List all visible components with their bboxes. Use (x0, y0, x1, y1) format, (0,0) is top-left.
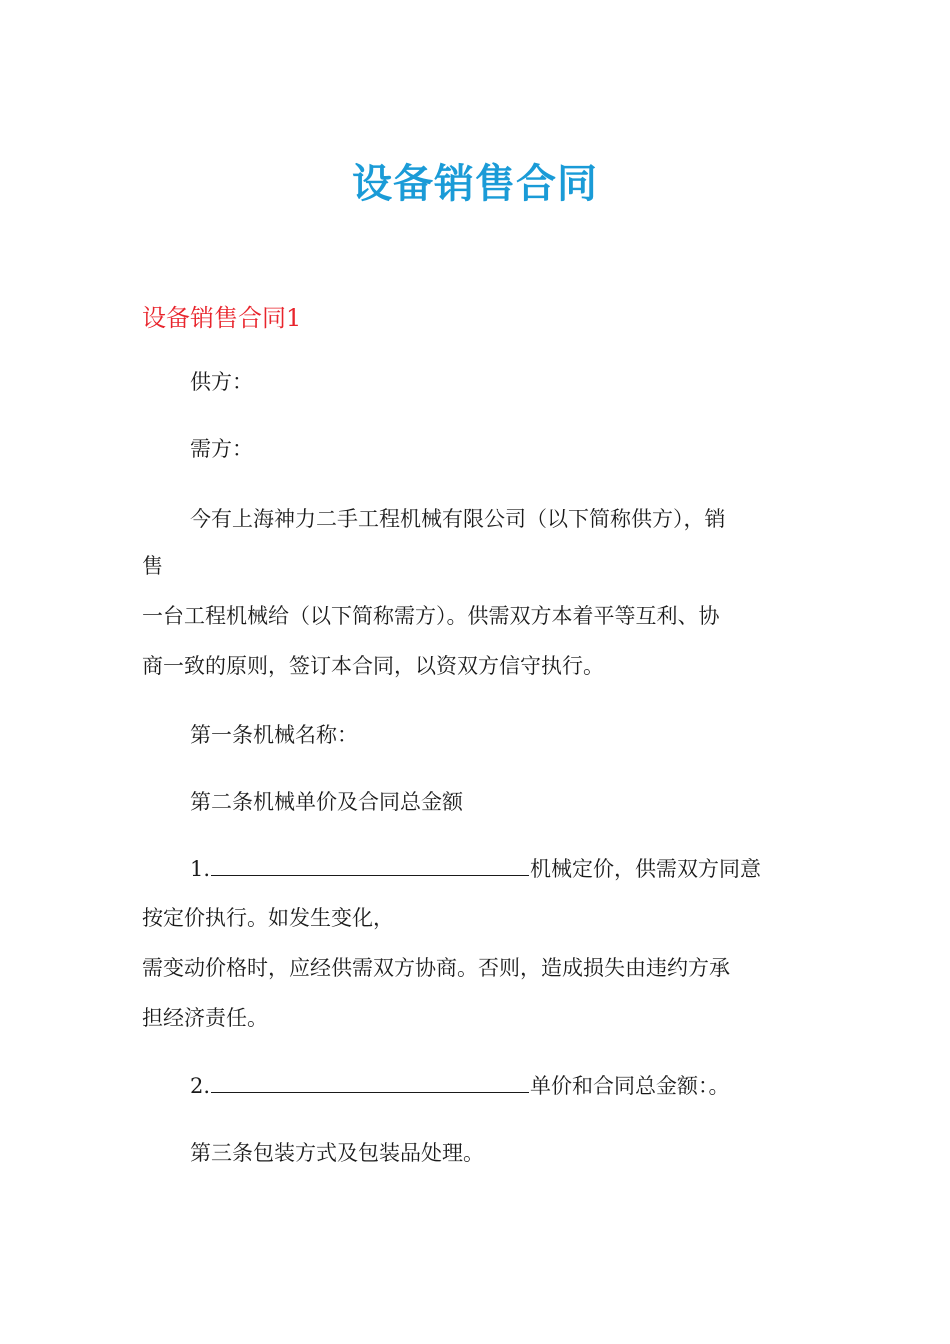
article-1: 第一条机械名称： (190, 723, 358, 747)
buyer-label: 需方： (190, 437, 253, 461)
item-1-text: 机械定价，供需双方同意 (530, 857, 762, 881)
intro-paragraph-line-3: 一台工程机械给（以下简称需方）。供需双方本着平等互利、协 (142, 604, 720, 628)
item-2-line (190, 1070, 870, 1102)
supplier-label: 供方： (190, 370, 253, 394)
intro-paragraph-line-2: 售 (142, 554, 163, 578)
article-2: 第二条机械单价及合同总金额 (190, 790, 463, 814)
item-1-line-1 (190, 853, 870, 885)
item-2-blank-field (211, 1070, 529, 1093)
document-title: 设备销售合同 (352, 161, 598, 207)
item-1-blank-field (211, 853, 529, 876)
item-1-line-4: 担经济责任。 (142, 1006, 268, 1030)
item-1-line-2: 按定价执行。如发生变化， (142, 906, 394, 930)
intro-paragraph-line-4: 商一致的原则，签订本合同，以资双方信守执行。 (142, 654, 604, 678)
item-2-text: 单价和合同总金额：。 (530, 1074, 730, 1098)
item-1-number: 1. (190, 857, 211, 881)
section-title: 设备销售合同1 (142, 304, 302, 332)
item-1-line-3: 需变动价格时，应经供需双方协商。否则，造成损失由违约方承 (142, 956, 730, 980)
item-2-number: 2. (190, 1074, 211, 1098)
article-3: 第三条包装方式及包装品处理。 (190, 1141, 484, 1165)
intro-paragraph-line-1: 今有上海神力二手工程机械有限公司（以下简称供方），销 (190, 507, 726, 531)
